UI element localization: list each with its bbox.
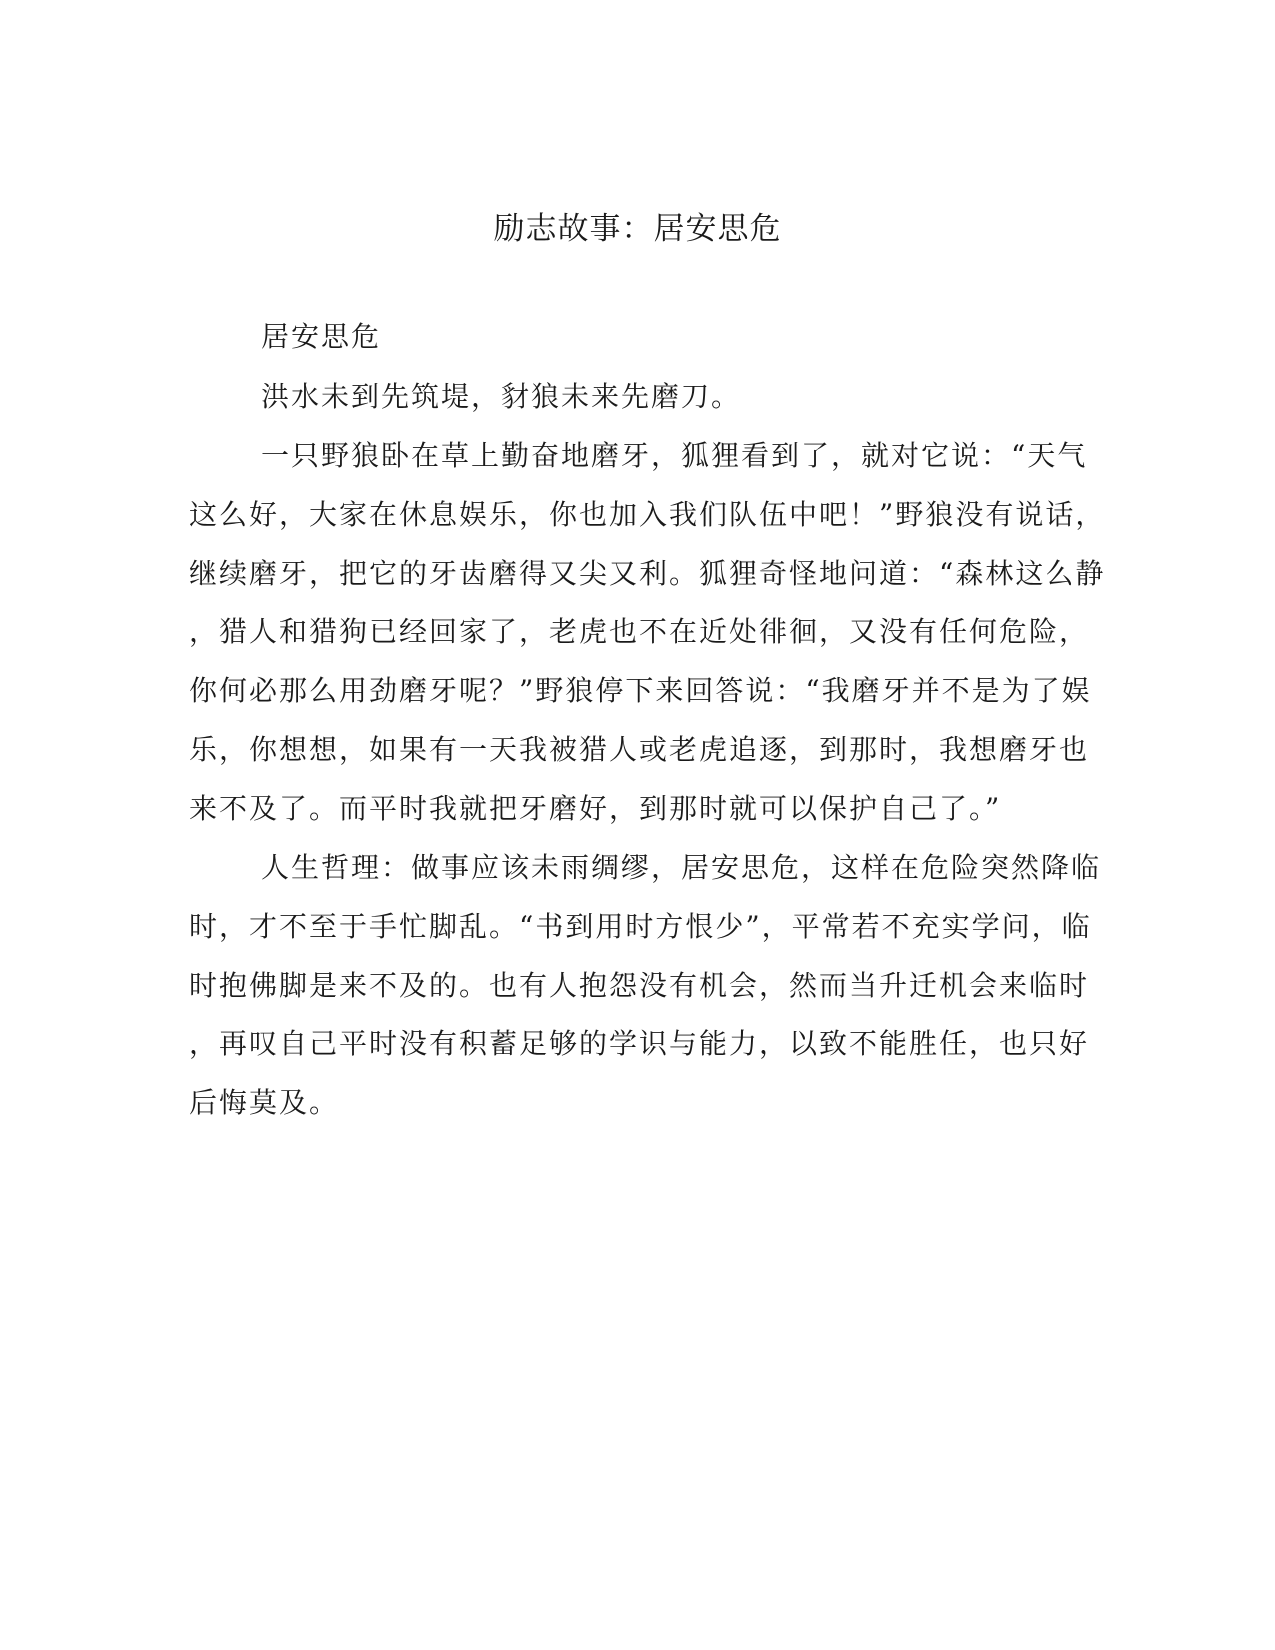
story-line: 来不及了。而平时我就把牙磨好，到那时就可以保护自己了。” bbox=[189, 792, 1002, 825]
story-line: ，猎人和猎狗已经回家了，老虎也不在近处徘徊，又没有任何危险， bbox=[189, 615, 1090, 648]
philosophy-line: 后悔莫及。 bbox=[189, 1086, 340, 1119]
story-line: 你何必那么用劲磨牙呢？”野狼停下来回答说：“我磨牙并不是为了娱 bbox=[189, 674, 1092, 707]
section-heading: 居安思危 bbox=[261, 320, 382, 353]
philosophy-line: 时抱佛脚是来不及的。也有人抱怨没有机会，然而当升迁机会来临时 bbox=[189, 969, 1090, 1002]
proverb-line: 洪水未到先筑堤，豺狼未来先磨刀。 bbox=[261, 380, 742, 413]
philosophy-line: ，再叹自己平时没有积蓄足够的学识与能力，以致不能胜任，也只好 bbox=[189, 1027, 1090, 1060]
story-line: 乐，你想想，如果有一天我被猎人或老虎追逐，到那时，我想磨牙也 bbox=[189, 733, 1090, 766]
story-line: 继续磨牙，把它的牙齿磨得又尖又利。狐狸奇怪地问道：“森林这么静 bbox=[189, 557, 1106, 590]
philosophy-line: 时，才不至于手忙脚乱。“书到用时方恨少”，平常若不充实学问，临 bbox=[189, 910, 1092, 943]
story-line: 这么好，大家在休息娱乐，你也加入我们队伍中吧！”野狼没有说话， bbox=[189, 498, 1106, 531]
philosophy-line: 人生哲理：做事应该未雨绸缪，居安思危，这样在危险突然降临 bbox=[261, 851, 1102, 884]
story-line: 一只野狼卧在草上勤奋地磨牙，狐狸看到了，就对它说：“天气 bbox=[261, 439, 1088, 472]
page-title: 励志故事：居安思危 bbox=[493, 211, 782, 247]
